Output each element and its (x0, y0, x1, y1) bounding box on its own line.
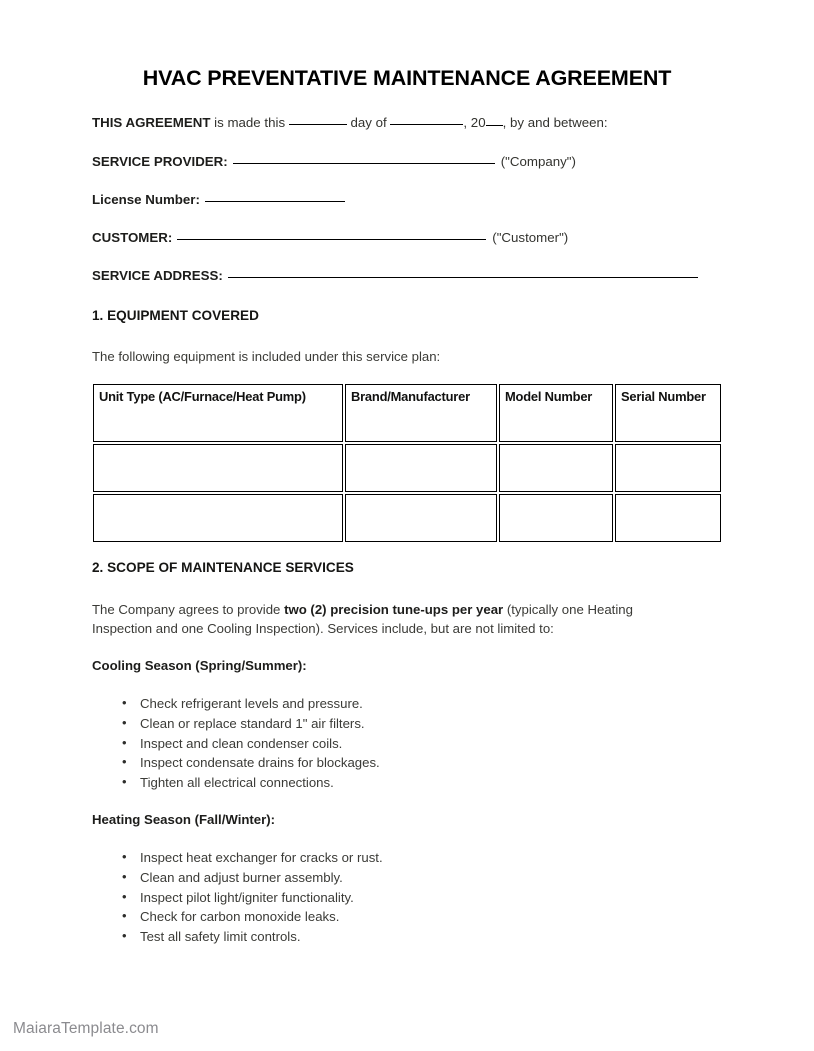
customer-label: CUSTOMER: (92, 230, 173, 245)
license-number-label: License Number: (92, 192, 200, 207)
list-item: • Inspect heat exchanger for cracks or rust. (92, 848, 706, 868)
column-header-brand: Brand/Manufacturer (345, 384, 497, 442)
preamble-lead: THIS AGREEMENT (92, 115, 211, 130)
preamble-text-3: , 20 (463, 115, 486, 130)
license-number-input[interactable] (205, 201, 345, 202)
preamble-line (92, 116, 706, 129)
preamble-text-2: day of (346, 115, 391, 130)
service-address-label: SERVICE ADDRESS: (92, 268, 223, 283)
table-header-row (93, 384, 721, 442)
list-item: • Tighten all electrical connections. (92, 773, 706, 793)
heating-season-list (92, 848, 706, 947)
section-1-heading: 1. EQUIPMENT COVERED (92, 308, 259, 323)
heating-season-heading: Heating Season (Fall/Winter): (92, 812, 276, 827)
section-2-intro (92, 601, 692, 638)
service-provider-input[interactable] (233, 163, 495, 164)
list-item: • Inspect pilot light/igniter functionality. (92, 888, 706, 908)
license-number-line (92, 193, 706, 206)
page-title: HVAC PREVENTATIVE MAINTENANCE AGREEMENT (142, 66, 672, 90)
list-item: • Check for carbon monoxide leaks. (92, 907, 706, 927)
table-row (93, 444, 721, 492)
cell-brand[interactable] (345, 444, 497, 492)
site-watermark: MaiaraTemplate.com (13, 1020, 159, 1037)
column-header-model-number: Model Number (499, 384, 613, 442)
section-1-intro: The following equipment is included under this service plan: (92, 349, 441, 364)
equipment-table (91, 382, 723, 544)
section-2-intro-part-2: (typically one Heating Inspection and one Cooling Inspection). Services include, but are not limited to: (92, 602, 633, 636)
list-item: • Inspect and clean condenser coils. (92, 734, 706, 754)
cell-serial-number[interactable] (615, 494, 721, 542)
list-item: • Check refrigerant levels and pressure. (92, 694, 706, 714)
list-item: • Clean or replace standard 1" air filters. (92, 714, 706, 734)
cell-unit-type[interactable] (93, 444, 343, 492)
cell-unit-type[interactable] (93, 494, 343, 542)
cell-brand[interactable] (345, 494, 497, 542)
preamble-text-4: , by and between: (502, 115, 608, 130)
column-header-serial-number: Serial Number (615, 384, 721, 442)
cooling-season-list (92, 694, 706, 793)
day-blank[interactable] (289, 124, 347, 125)
customer-suffix: ("Customer") (492, 230, 569, 245)
service-provider-label: SERVICE PROVIDER: (92, 154, 228, 169)
list-item: • Inspect condensate drains for blockages. (92, 753, 706, 773)
cell-model-number[interactable] (499, 494, 613, 542)
preamble-text-1: is made this (210, 115, 289, 130)
cooling-season-heading: Cooling Season (Spring/Summer): (92, 658, 307, 673)
column-header-unit-type: Unit Type (AC/Furnace/Heat Pump) (93, 384, 343, 442)
customer-line (92, 231, 706, 244)
list-item: • Test all safety limit controls. (92, 927, 706, 947)
cell-serial-number[interactable] (615, 444, 721, 492)
service-address-line (92, 269, 706, 282)
cell-model-number[interactable] (499, 444, 613, 492)
service-provider-line (92, 155, 706, 168)
section-2-heading: 2. SCOPE OF MAINTENANCE SERVICES (92, 560, 354, 575)
section-2-intro-part-1: The Company agrees to provide (92, 602, 285, 617)
list-item: • Clean and adjust burner assembly. (92, 868, 706, 888)
section-2-intro-bold: two (2) precision tune-ups per year (284, 602, 504, 617)
year-blank[interactable] (486, 125, 503, 126)
table-row (93, 494, 721, 542)
customer-input[interactable] (177, 239, 486, 240)
service-address-input[interactable] (228, 277, 698, 278)
service-provider-suffix: ("Company") (500, 154, 576, 169)
month-blank[interactable] (390, 124, 463, 125)
